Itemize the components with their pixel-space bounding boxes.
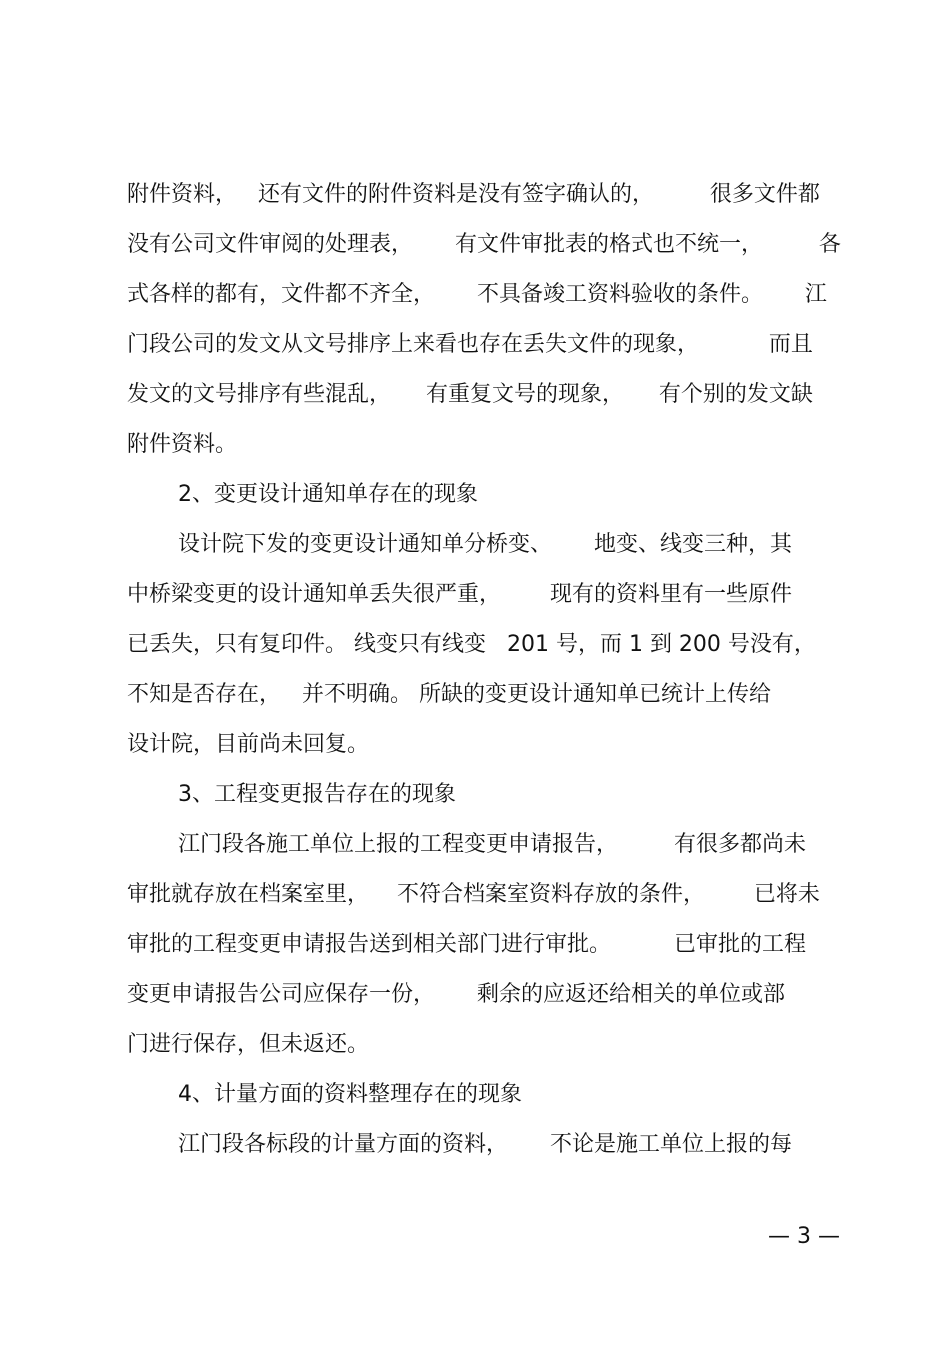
paragraph-1-line-4: 门段公司的发文从文号排序上来看也存在丢失文件的现象， 而且: [127, 332, 813, 357]
section-heading-2: 2、变更设计通知单存在的现象: [178, 482, 478, 507]
paragraph-1-line-3: 式各样的都有，文件都不齐全， 不具备竣工资料验收的条件。 江: [127, 282, 827, 307]
paragraph-1-line-1: 附件资料， 还有文件的附件资料是没有签字确认的， 很多文件都: [127, 182, 820, 207]
paragraph-2-line-1: 设计院下发的变更设计通知单分桥变、 地变、线变三种，其: [178, 532, 792, 557]
paragraph-2-line-5: 设计院，目前尚未回复。: [127, 732, 370, 757]
paragraph-1-line-5: 发文的文号排序有些混乱， 有重复文号的现象， 有个别的发文缺: [127, 382, 813, 407]
paragraph-3-line-5: 门进行保存，但未返还。: [127, 1032, 370, 1057]
paragraph-2-line-3: 已丢失，只有复印件。 线变只有线变 201 号，而 1 到 200 号没有，: [127, 632, 816, 657]
section-heading-4: 4、计量方面的资料整理存在的现象: [178, 1082, 522, 1107]
paragraph-3-line-3: 审批的工程变更申请报告送到相关部门进行审批。 已审批的工程: [127, 932, 806, 957]
paragraph-1-line-2: 没有公司文件审阅的处理表， 有文件审批表的格式也不统一， 各: [127, 232, 841, 257]
paragraph-2-line-4: 不知是否存在， 并不明确。 所缺的变更设计通知单已统计上传给: [127, 682, 771, 707]
paragraph-1-line-6: 附件资料。: [127, 432, 238, 457]
section-heading-3: 3、工程变更报告存在的现象: [178, 782, 456, 807]
paragraph-2-line-2: 中桥梁变更的设计通知单丢失很严重， 现有的资料里有一些原件: [127, 582, 792, 607]
paragraph-3-line-2: 审批就存放在档案室里， 不符合档案室资料存放的条件， 已将未: [127, 882, 820, 907]
page-number: — 3 —: [768, 1224, 840, 1249]
paragraph-3-line-1: 江门段各施工单位上报的工程变更申请报告， 有很多都尚未: [178, 832, 806, 857]
paragraph-3-line-4: 变更申请报告公司应保存一份， 剩余的应返还给相关的单位或部: [127, 982, 785, 1007]
paragraph-4-line-1: 江门段各标段的计量方面的资料， 不论是施工单位上报的每: [178, 1132, 792, 1157]
